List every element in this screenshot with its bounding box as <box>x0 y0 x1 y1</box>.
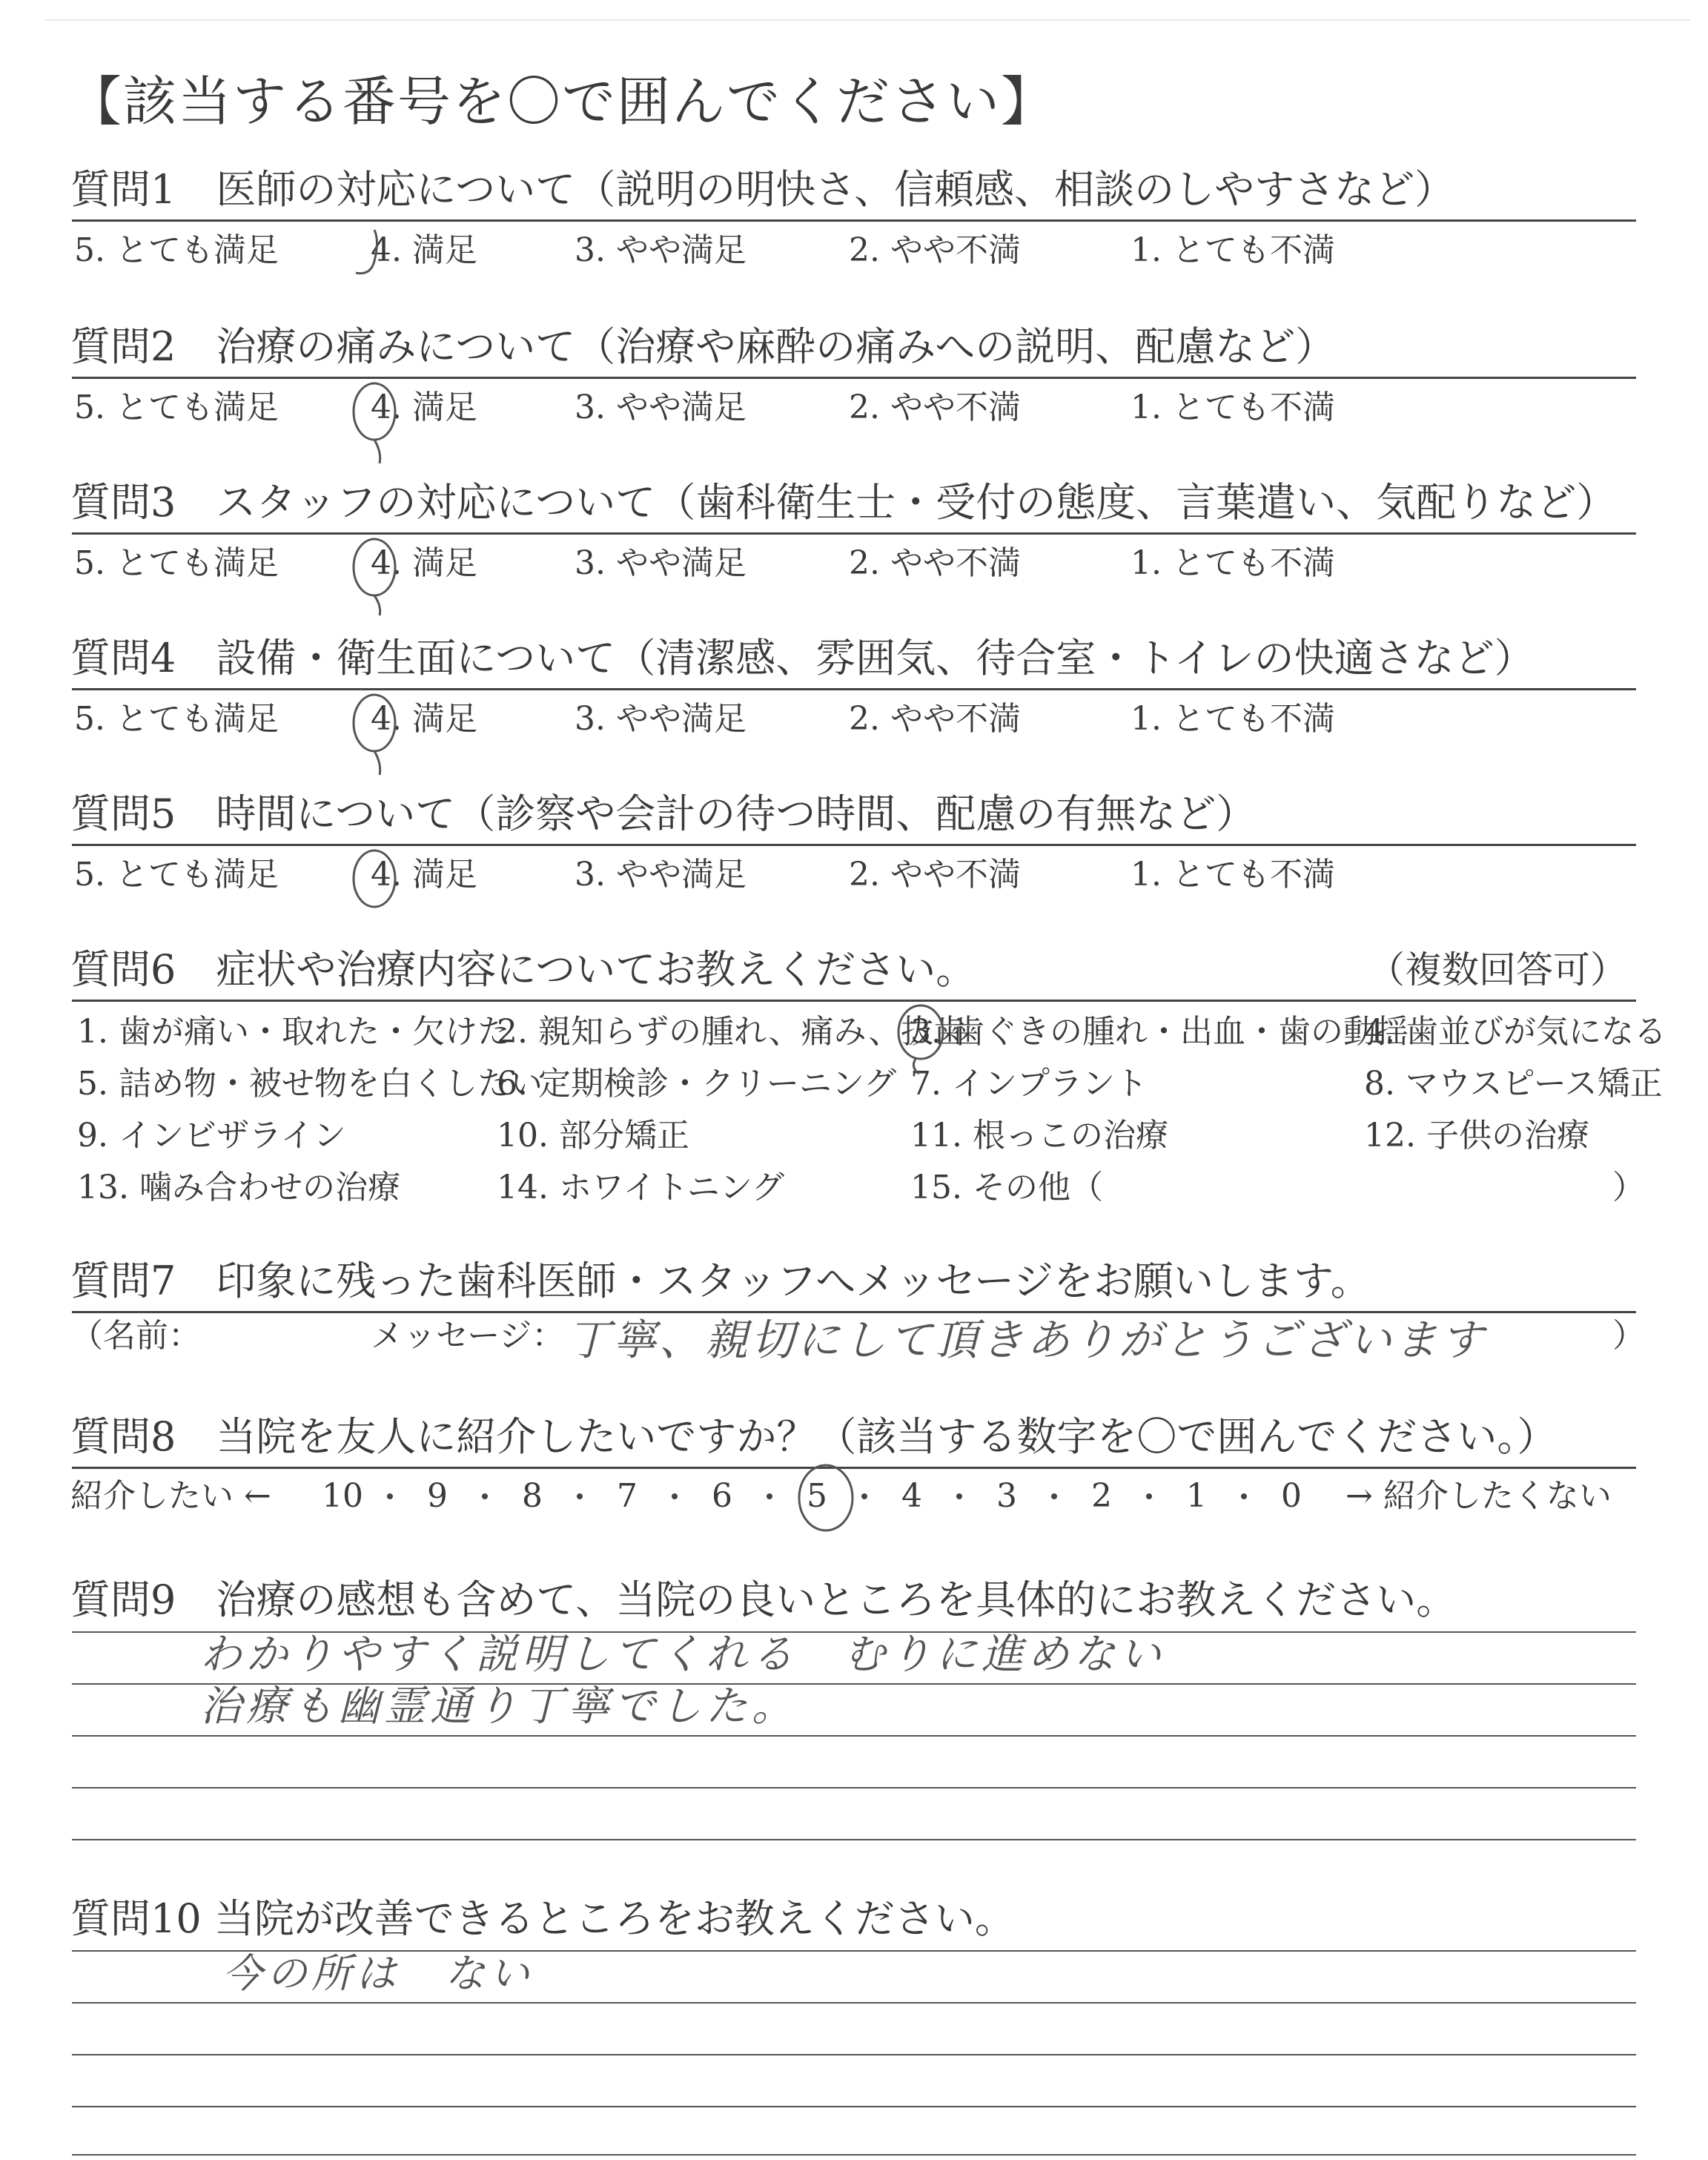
q8-scale-dot <box>956 1493 962 1499</box>
q7-close-paren: ） <box>1612 1317 1645 1355</box>
q1-option-1[interactable]: 1. とても不満 <box>1131 231 1335 269</box>
question-8: 質問8 当院を友人に紹介したいですか？（該当する数字を〇で囲んでください。） <box>70 1413 1558 1460</box>
q3-option-2[interactable]: 2. やや不満 <box>849 544 1021 582</box>
q8-scale-number-5[interactable]: 5 <box>807 1477 827 1515</box>
q9-line-4 <box>72 1787 1636 1789</box>
q1-option-3[interactable]: 3. やや満足 <box>575 231 747 269</box>
q8-scale-number-3[interactable]: 3 <box>996 1477 1017 1515</box>
q6-item-4[interactable]: 4. 歯並びが気になる <box>1364 1013 1666 1051</box>
q8-scale-number-4[interactable]: 4 <box>901 1477 922 1515</box>
question-2-rule <box>72 377 1636 379</box>
question-7-rule <box>72 1311 1636 1313</box>
q10-line-4 <box>72 2106 1636 2107</box>
q8-scale-dot <box>1146 1493 1152 1499</box>
question-10: 質問10 当院が改善できるところをお教えください。 <box>70 1895 1015 1942</box>
q5-option-1[interactable]: 1. とても不満 <box>1131 856 1335 894</box>
question-8-rule <box>72 1467 1636 1469</box>
q10-handwritten[interactable]: 今の所は ない <box>222 1950 534 1997</box>
top-border <box>44 19 1690 21</box>
question-4: 質問4 設備・衛生面について（清潔感、雰囲気、待合室・トイレの快適さなど） <box>70 635 1535 681</box>
q5-option-5[interactable]: 5. とても満足 <box>74 856 279 894</box>
q6-item-15-close: ） <box>1612 1169 1645 1206</box>
q9-handwritten-line-2[interactable]: 治療も幽霊通り丁寧でした。 <box>200 1682 798 1731</box>
q6-item-6[interactable]: 6. 定期検診・クリーニング <box>497 1065 897 1103</box>
page-heading: 【該当する番号を〇で囲んでください】 <box>68 70 1056 133</box>
q6-item-10[interactable]: 10. 部分矯正 <box>497 1117 689 1155</box>
q9-line-5 <box>72 1839 1636 1840</box>
q4-option-3[interactable]: 3. やや満足 <box>575 700 747 738</box>
q1-option-4[interactable]: 4. 満足 <box>371 231 477 269</box>
q2-option-2[interactable]: 2. やや不満 <box>849 389 1021 426</box>
q5-option-3[interactable]: 3. やや満足 <box>575 856 747 894</box>
q6-item-7[interactable]: 7. インプラント <box>910 1065 1148 1103</box>
q2-option-3[interactable]: 3. やや満足 <box>575 389 747 426</box>
q7-name-label: （名前： <box>70 1317 201 1355</box>
q4-option-1[interactable]: 1. とても不満 <box>1131 700 1335 738</box>
question-9: 質問9 治療の感想も含めて、当院の良いところを具体的にお教えください。 <box>70 1576 1457 1623</box>
q3-option-5[interactable]: 5. とても満足 <box>74 544 279 582</box>
q3-option-4[interactable]: 4. 満足 <box>371 544 477 582</box>
q8-scale-dot <box>482 1493 488 1499</box>
question-6-rule <box>72 1000 1636 1002</box>
q8-circle-mark <box>799 1465 853 1530</box>
multiple-answers-note: （複数回答可） <box>1368 948 1627 991</box>
q8-left-label: 紹介したい ← <box>70 1477 271 1515</box>
q6-item-15[interactable]: 15. その他（ <box>910 1169 1103 1206</box>
q8-scale-dot <box>861 1493 867 1499</box>
q10-line-3 <box>72 2054 1636 2055</box>
q6-item-11[interactable]: 11. 根っこの治療 <box>910 1117 1168 1155</box>
q7-message-label: メッセージ： <box>371 1317 565 1355</box>
q8-scale-number-2[interactable]: 2 <box>1091 1477 1112 1515</box>
q6-item-3[interactable]: 3. 歯ぐきの腫れ・出血・歯の動揺 <box>910 1013 1409 1051</box>
q8-scale-number-9[interactable]: 9 <box>427 1477 448 1515</box>
q5-option-2[interactable]: 2. やや不満 <box>849 856 1021 894</box>
q8-right-label: → 紹介したくない <box>1345 1477 1612 1515</box>
question-3-rule <box>72 532 1636 535</box>
q8-scale-dot <box>387 1493 393 1499</box>
question-5-rule <box>72 844 1636 846</box>
q2-circle-tail <box>374 440 380 463</box>
q6-item-13[interactable]: 13. 噛み合わせの治療 <box>77 1169 400 1206</box>
question-4-rule <box>72 688 1636 690</box>
q8-scale-dot <box>1241 1493 1247 1499</box>
q9-handwritten-line-1[interactable]: わかりやすく説明してくれる むりに進めない <box>200 1631 1165 1679</box>
question-6: 質問6 症状や治療内容についてお教えください。 <box>70 946 976 993</box>
q2-option-1[interactable]: 1. とても不満 <box>1131 389 1335 426</box>
q8-scale-number-8[interactable]: 8 <box>522 1477 543 1515</box>
q8-scale-number-1[interactable]: 1 <box>1186 1477 1207 1515</box>
q2-option-4[interactable]: 4. 満足 <box>371 389 477 426</box>
q4-circle-tail <box>374 751 380 775</box>
q4-option-5[interactable]: 5. とても満足 <box>74 700 279 738</box>
question-2: 質問2 治療の痛みについて（治療や麻酔の痛みへの説明、配慮など） <box>70 323 1336 370</box>
q9-line-3 <box>72 1735 1636 1737</box>
q6-item-5[interactable]: 5. 詰め物・被せ物を白くしたい <box>77 1065 543 1103</box>
q6-item-9[interactable]: 9. インビザライン <box>77 1117 346 1155</box>
q6-item-8[interactable]: 8. マウスピース矯正 <box>1364 1065 1663 1103</box>
q6-item-2[interactable]: 2. 親知らずの腫れ、痛み、抜歯 <box>497 1013 967 1051</box>
q6-item-12[interactable]: 12. 子供の治療 <box>1364 1117 1589 1155</box>
q8-scale-number-10[interactable]: 10 <box>322 1477 363 1515</box>
q5-option-4[interactable]: 4. 満足 <box>371 856 477 894</box>
q6-item-1[interactable]: 1. 歯が痛い・取れた・欠けた <box>77 1013 510 1051</box>
q8-scale-dot <box>1051 1493 1057 1499</box>
q3-circle-tail <box>374 595 380 615</box>
question-7: 質問7 印象に残った歯科医師・スタッフへメッセージをお願いします。 <box>70 1258 1371 1304</box>
question-1: 質問1 医師の対応について（説明の明快さ、信頼感、相談のしやすさなど） <box>70 166 1455 213</box>
q8-scale-dot <box>672 1493 678 1499</box>
q8-scale-number-7[interactable]: 7 <box>617 1477 638 1515</box>
q8-scale-number-6[interactable]: 6 <box>712 1477 732 1515</box>
question-5: 質問5 時間について（診察や会計の待つ時間、配慮の有無など） <box>70 790 1257 837</box>
q4-option-4[interactable]: 4. 満足 <box>371 700 477 738</box>
q6-item-14[interactable]: 14. ホワイトニング <box>497 1169 785 1206</box>
q8-scale-number-0[interactable]: 0 <box>1281 1477 1302 1515</box>
q8-scale-dot <box>767 1493 772 1499</box>
q3-option-3[interactable]: 3. やや満足 <box>575 544 747 582</box>
q7-handwritten-message[interactable]: 丁寧、親切にして頂きありがとうございます <box>567 1315 1487 1365</box>
q2-option-5[interactable]: 5. とても満足 <box>74 389 279 426</box>
q10-line-2 <box>72 2002 1636 2004</box>
q8-scale-dot <box>577 1493 583 1499</box>
q1-option-2[interactable]: 2. やや不満 <box>849 231 1021 269</box>
q1-option-5[interactable]: 5. とても満足 <box>74 231 279 269</box>
question-3: 質問3 スタッフの対応について（歯科衛生士・受付の態度、言葉遣い、気配りなど） <box>70 479 1617 526</box>
q10-line-5 <box>72 2154 1636 2156</box>
q3-option-1[interactable]: 1. とても不満 <box>1131 544 1335 582</box>
question-1-rule <box>72 219 1636 222</box>
q4-option-2[interactable]: 2. やや不満 <box>849 700 1021 738</box>
